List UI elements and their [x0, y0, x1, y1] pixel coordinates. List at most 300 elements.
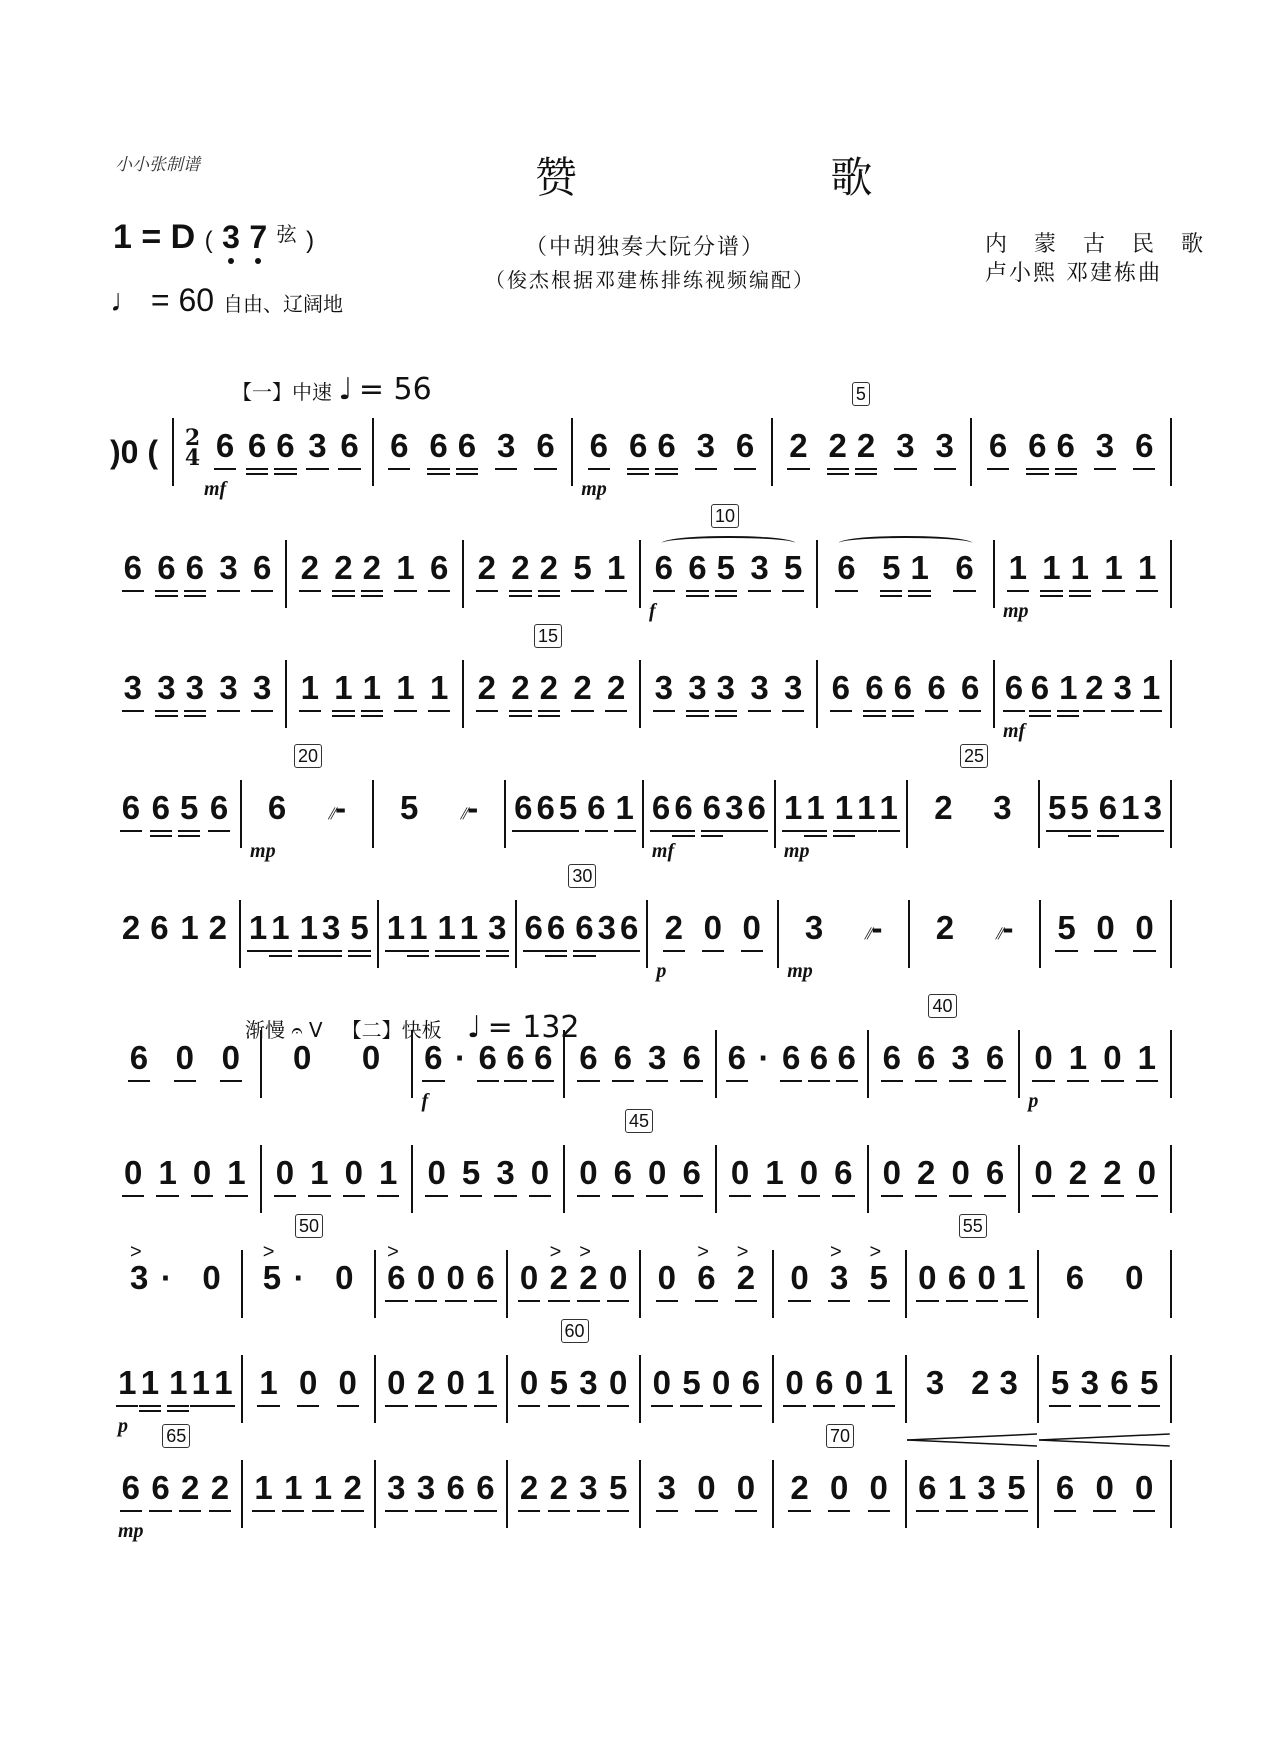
note: 5	[1068, 790, 1090, 826]
note: 3	[1094, 428, 1116, 464]
underline	[863, 710, 885, 712]
note: 6	[959, 670, 981, 706]
underline	[1032, 1080, 1054, 1082]
tempo-marking	[110, 282, 343, 319]
note: 6	[534, 790, 556, 826]
note: 5	[680, 1365, 702, 1401]
note-group	[338, 428, 360, 464]
underline	[532, 1080, 554, 1082]
measure	[774, 1426, 907, 1528]
underline	[474, 1510, 496, 1512]
note-group	[577, 1040, 599, 1076]
note: 3	[894, 428, 916, 464]
note: 2	[341, 1470, 363, 1506]
underline	[828, 1300, 850, 1302]
score-system	[110, 746, 1172, 870]
note: 1	[394, 550, 416, 586]
note-group	[745, 790, 767, 826]
measure	[717, 1145, 869, 1213]
note: 2	[935, 909, 955, 946]
note: 1	[946, 1470, 968, 1506]
underline	[529, 1195, 551, 1197]
dynamic-marking: mp	[1003, 600, 1029, 622]
measure	[907, 1355, 1040, 1423]
underline	[155, 710, 177, 712]
note: 1	[1057, 670, 1079, 706]
note-group	[596, 910, 618, 946]
note-group	[646, 1155, 668, 1191]
note: 1	[299, 670, 321, 706]
underline	[607, 1300, 629, 1302]
measure	[243, 1216, 376, 1318]
underline	[1005, 1300, 1027, 1302]
underline	[509, 710, 531, 712]
rest: 0	[343, 1155, 365, 1191]
note-group	[1064, 1260, 1086, 1296]
note-group	[246, 428, 297, 464]
note-group	[672, 790, 723, 826]
note-group	[1005, 1470, 1027, 1506]
underline	[557, 830, 579, 832]
note: 5	[460, 1155, 482, 1191]
underline	[880, 590, 902, 592]
key-prefix: 1 = D	[113, 218, 196, 256]
underline	[377, 1195, 399, 1197]
note-group	[149, 1470, 171, 1506]
double-underline	[407, 955, 429, 957]
measure	[379, 900, 517, 968]
time-sig-top: 2	[184, 425, 201, 451]
note: 3	[1079, 1365, 1101, 1401]
note: 6	[149, 1470, 171, 1506]
note-group	[783, 1365, 805, 1401]
note-group	[915, 1040, 937, 1076]
rest: 0	[651, 1365, 673, 1401]
double-underline	[509, 715, 531, 717]
note-group	[122, 1155, 144, 1191]
note: 2	[1101, 1155, 1123, 1191]
note: 3	[723, 790, 745, 826]
measure	[376, 1460, 509, 1528]
underline	[1142, 830, 1164, 832]
note: 6	[946, 1260, 968, 1296]
rehearsal-number: 30	[568, 864, 596, 888]
underline	[1133, 950, 1155, 952]
rest: 0	[1032, 1040, 1054, 1076]
underline	[394, 710, 416, 712]
note-group	[651, 1365, 673, 1401]
note-group	[868, 1470, 890, 1506]
accent-icon: >	[697, 1241, 709, 1263]
measure	[1020, 1030, 1172, 1112]
note-group	[627, 428, 678, 464]
note: 2 >	[577, 1260, 599, 1296]
dynamic-marking: mp	[250, 840, 276, 862]
measure	[565, 1030, 717, 1098]
underline	[813, 1405, 835, 1407]
underline	[518, 1300, 540, 1302]
note: 3	[1111, 670, 1133, 706]
rest: 0	[1094, 910, 1116, 946]
underline	[959, 710, 981, 712]
note-group	[1133, 428, 1155, 464]
note-group	[1136, 1155, 1158, 1191]
note: 1	[1136, 1040, 1158, 1076]
underline	[120, 830, 142, 832]
underline	[174, 1080, 196, 1082]
note-group	[308, 1155, 330, 1191]
underline	[984, 1080, 1006, 1082]
note-group	[836, 1040, 858, 1076]
measure	[1020, 1145, 1172, 1213]
note-group	[934, 910, 956, 946]
underline	[509, 590, 531, 592]
measure	[110, 660, 287, 728]
note-group	[251, 670, 273, 706]
measure	[818, 540, 995, 608]
underline	[650, 830, 672, 832]
note-group	[495, 428, 517, 464]
underline	[915, 1195, 937, 1197]
rest: 0	[1093, 1470, 1115, 1506]
rehearsal-number: 5	[852, 382, 870, 406]
note: 1	[428, 670, 450, 706]
underline	[512, 830, 534, 832]
note-group	[872, 1365, 894, 1401]
double-underline	[827, 473, 849, 475]
note-group	[1067, 1040, 1089, 1076]
underline	[680, 1405, 702, 1407]
note-group	[1093, 1470, 1115, 1506]
note: 6	[672, 790, 694, 826]
note: ·	[758, 1039, 770, 1076]
dynamic-marking: f	[649, 600, 656, 622]
underline	[297, 1405, 319, 1407]
underline	[577, 1080, 599, 1082]
underline	[946, 1510, 968, 1512]
note-group	[653, 550, 675, 586]
rest: 0	[529, 1155, 551, 1191]
rest: 0	[798, 1155, 820, 1191]
note: 6	[534, 428, 556, 464]
double-underline	[908, 595, 930, 597]
note-group	[332, 550, 383, 586]
measure	[110, 540, 287, 608]
note: 6	[881, 1040, 903, 1076]
note-group	[798, 1155, 820, 1191]
underline	[518, 1510, 540, 1512]
note-group	[385, 1365, 407, 1401]
note-group	[1032, 1040, 1054, 1076]
note-group	[946, 1470, 968, 1506]
underline	[274, 468, 296, 470]
underline	[701, 830, 723, 832]
double-underline	[167, 1410, 189, 1412]
note-group	[646, 1040, 668, 1076]
rest: 0	[1125, 1259, 1144, 1296]
note: 6	[984, 1155, 1006, 1191]
dynamic-marking: f	[421, 1090, 429, 1112]
underline	[1079, 1405, 1101, 1407]
note: 3	[486, 910, 508, 946]
note-group	[474, 1365, 496, 1401]
underline	[320, 950, 342, 952]
note: 5	[782, 550, 804, 586]
double-underline	[715, 715, 737, 717]
note-group	[422, 1040, 499, 1076]
underline	[474, 1405, 496, 1407]
underline	[548, 1300, 570, 1302]
underline	[1067, 1195, 1089, 1197]
underline	[1057, 710, 1079, 712]
sustain-dash: ⫽-	[995, 909, 1014, 946]
rest: 0	[916, 1260, 938, 1296]
underline	[1133, 1510, 1155, 1512]
note-group	[1136, 1040, 1158, 1076]
slur-icon	[662, 536, 795, 550]
underline	[523, 950, 545, 952]
measure	[508, 1241, 641, 1318]
score-system	[110, 866, 1172, 990]
note-group	[881, 1040, 903, 1076]
rest: 0	[1101, 1040, 1123, 1076]
note: 2	[915, 1155, 937, 1191]
double-underline	[655, 473, 677, 475]
note: 6	[863, 670, 885, 706]
note: 2	[548, 1470, 570, 1506]
underline	[274, 1195, 296, 1197]
rest: 0	[949, 1155, 971, 1191]
underline	[116, 1405, 138, 1407]
note-group	[782, 670, 804, 706]
note: 1	[1007, 550, 1029, 586]
note: 6	[832, 1155, 854, 1191]
note: 6	[612, 1040, 634, 1076]
note: 6	[422, 1040, 444, 1076]
note-group	[415, 1470, 437, 1506]
note-group	[1138, 1365, 1160, 1401]
note: 3	[495, 428, 517, 464]
rest: 0	[607, 1365, 629, 1401]
double-underline	[298, 955, 320, 957]
note-group	[257, 1365, 279, 1401]
underline	[612, 1195, 634, 1197]
note-group	[1133, 1470, 1155, 1506]
note-group	[723, 790, 745, 826]
underline	[534, 468, 556, 470]
note: 3	[748, 670, 770, 706]
note-group	[225, 1155, 247, 1191]
composer-credit: 卢小熙 邓建栋曲	[985, 261, 1162, 286]
note-group	[1101, 1040, 1123, 1076]
note-group	[428, 550, 450, 586]
measure	[1040, 780, 1172, 848]
note-group	[504, 1040, 526, 1076]
note: 6	[267, 789, 287, 826]
note: 2	[1083, 670, 1105, 706]
note: 1	[908, 550, 930, 586]
underline	[341, 1510, 363, 1512]
underline	[407, 950, 429, 952]
note-group	[534, 790, 556, 826]
note: 2	[934, 789, 953, 826]
note-group	[726, 1040, 803, 1076]
note: 6	[655, 428, 677, 464]
note: 3	[656, 1470, 678, 1506]
measure	[110, 1426, 243, 1542]
underline	[1136, 1195, 1158, 1197]
note: 3	[217, 550, 239, 586]
note-group	[548, 1241, 570, 1296]
measure	[506, 780, 644, 848]
note-group	[529, 1155, 551, 1191]
note: 2	[179, 1470, 201, 1506]
note: 6	[916, 1470, 938, 1506]
note: 3	[217, 670, 239, 706]
note: 1	[385, 910, 407, 946]
note-group	[925, 670, 947, 706]
note: 2	[299, 550, 321, 586]
note: 6	[650, 790, 672, 826]
note: 5	[178, 790, 200, 826]
measure	[374, 780, 506, 848]
measure	[573, 418, 773, 500]
note-group	[924, 1365, 946, 1401]
measure	[243, 1460, 376, 1528]
note: 6	[246, 428, 268, 464]
underline	[167, 1405, 189, 1407]
note-group	[656, 1260, 678, 1296]
note: 3	[934, 428, 956, 464]
underline	[1032, 1195, 1054, 1197]
note: 3 >	[128, 1260, 150, 1296]
note: 6	[338, 428, 360, 464]
measure	[508, 1321, 641, 1423]
note-group	[394, 550, 416, 586]
underline	[1140, 710, 1162, 712]
double-underline	[573, 955, 595, 957]
underline	[545, 950, 567, 952]
note: 6	[1055, 428, 1077, 464]
measure	[464, 540, 641, 608]
underline	[458, 950, 480, 952]
underline	[1046, 830, 1068, 832]
note-group	[663, 910, 685, 946]
note-group	[474, 1260, 496, 1296]
measure	[374, 418, 574, 486]
note-group	[881, 1155, 903, 1191]
underline	[808, 1080, 830, 1082]
note: 6	[274, 428, 296, 464]
underline	[726, 1080, 748, 1082]
note-group	[653, 670, 675, 706]
section-1-bpm: = 56	[358, 372, 432, 407]
note: 6	[251, 550, 273, 586]
measure	[241, 900, 379, 968]
note: 6	[208, 790, 230, 826]
underline	[269, 950, 291, 952]
measure	[995, 540, 1172, 622]
double-underline	[1069, 595, 1091, 597]
note-group	[607, 1470, 629, 1506]
underline	[729, 1195, 751, 1197]
rest: 0	[385, 1365, 407, 1401]
double-underline	[715, 595, 737, 597]
note: 2	[509, 670, 531, 706]
measure	[508, 1460, 641, 1528]
measure	[995, 660, 1172, 742]
rest: 0	[518, 1365, 540, 1401]
note: 5	[399, 789, 419, 826]
underline	[298, 950, 320, 952]
note: 1	[282, 1470, 304, 1506]
note: 1	[435, 910, 457, 946]
note-group	[341, 1470, 363, 1506]
underline	[894, 468, 916, 470]
note-group	[1067, 1155, 1089, 1191]
note: 6	[686, 550, 708, 586]
underline	[723, 830, 745, 832]
double-underline	[1040, 595, 1062, 597]
note-group	[680, 1155, 702, 1191]
note-group	[577, 1470, 599, 1506]
note: 5	[1046, 790, 1068, 826]
underline	[456, 468, 478, 470]
measure	[262, 1145, 414, 1213]
note-group	[832, 1155, 854, 1191]
measure	[172, 418, 374, 500]
note-group	[695, 1470, 717, 1506]
measure	[648, 900, 779, 982]
underline	[782, 830, 804, 832]
underline	[868, 1510, 890, 1512]
note-group	[474, 1470, 496, 1506]
measure	[376, 1241, 509, 1318]
note-group	[214, 428, 236, 464]
rest: 0	[976, 1260, 998, 1296]
note-group	[835, 550, 857, 586]
double-underline	[184, 715, 206, 717]
accent-icon: >	[262, 1241, 275, 1263]
note: ·	[455, 1039, 466, 1076]
note: 3	[122, 670, 144, 706]
underline	[247, 950, 269, 952]
note: 3	[320, 910, 342, 946]
double-underline	[627, 473, 649, 475]
note: 6	[953, 550, 975, 586]
note-group	[577, 1155, 599, 1191]
note-group	[120, 790, 142, 826]
rest: 0	[783, 1365, 805, 1401]
note-group	[932, 790, 954, 826]
underline	[1094, 468, 1116, 470]
underline	[976, 1510, 998, 1512]
double-underline	[184, 595, 206, 597]
arranger-credit: 小小张制谱	[115, 155, 200, 174]
note-group	[122, 550, 144, 586]
note-group	[1068, 790, 1119, 826]
note-group	[343, 1155, 365, 1191]
rest: 0	[445, 1260, 467, 1296]
measure	[110, 900, 241, 968]
note: 1	[782, 790, 804, 826]
note: 2	[971, 1364, 990, 1401]
note-group	[1029, 670, 1080, 706]
underline	[908, 590, 930, 592]
time-sig-bottom: 4	[184, 445, 201, 471]
note-group	[291, 1040, 313, 1076]
underline	[179, 1510, 201, 1512]
